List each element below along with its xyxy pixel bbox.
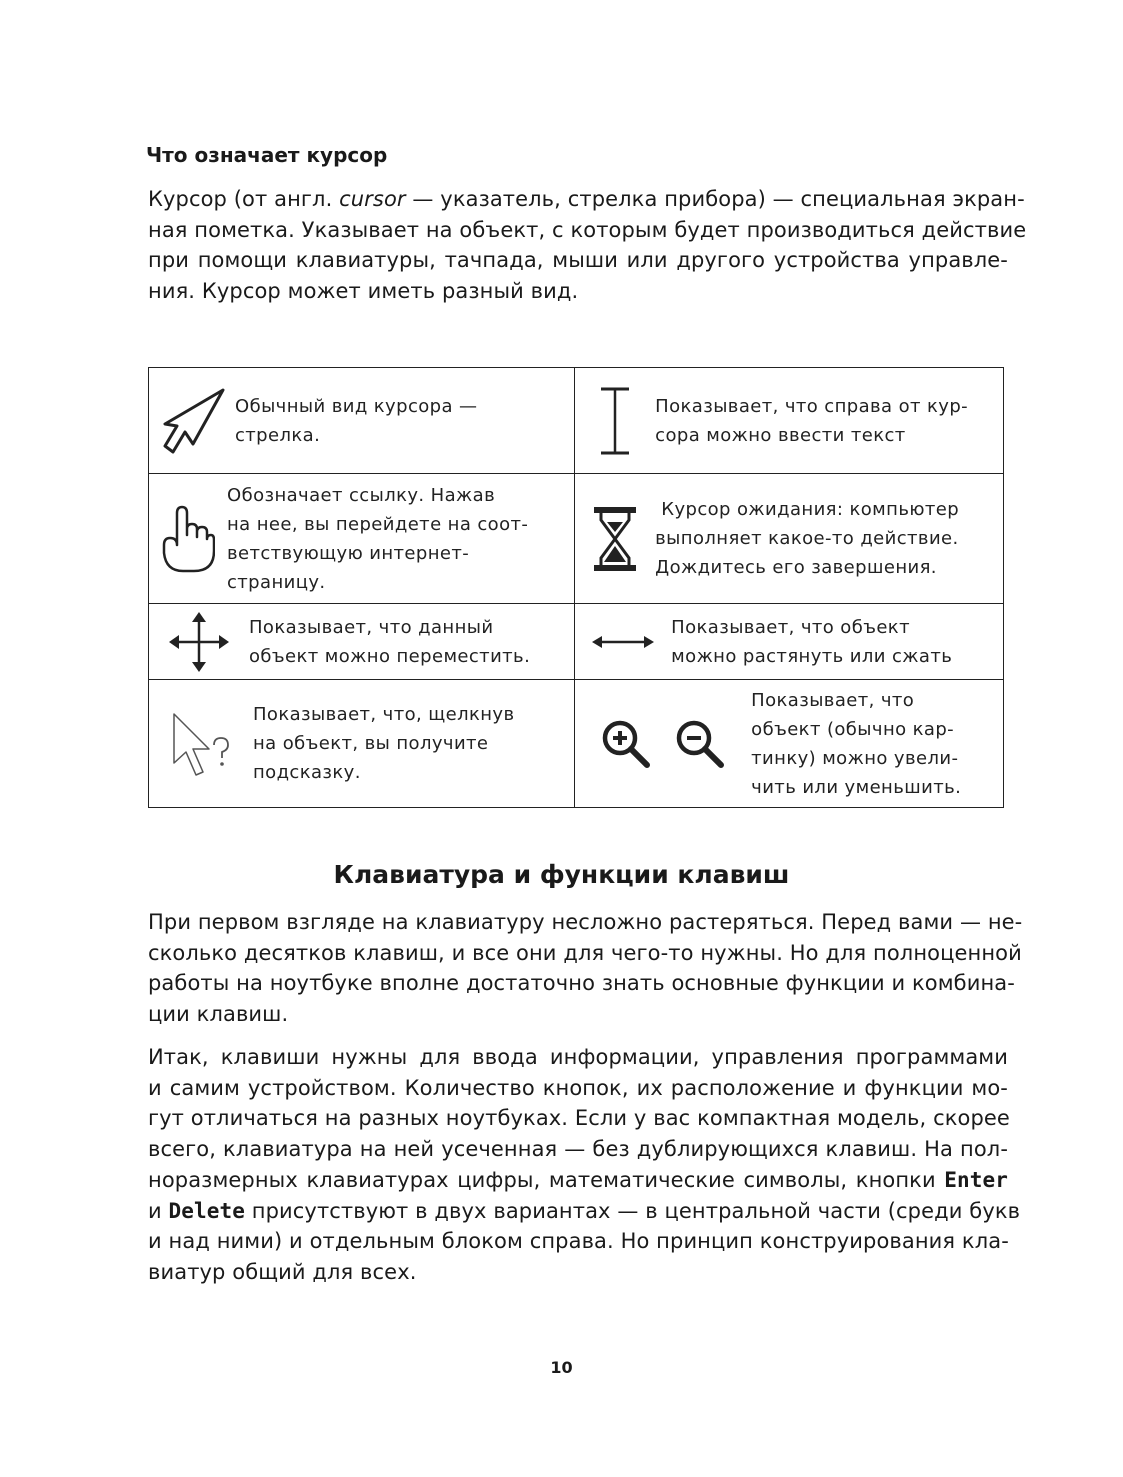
cell-text-line: чить или уменьшить. bbox=[751, 776, 962, 798]
table-row bbox=[149, 680, 1004, 808]
cell-text-line: подсказку. bbox=[253, 762, 361, 783]
section-subheading: Что означает курсор bbox=[146, 143, 388, 167]
cell-text-line: тинку) можно увели- bbox=[751, 747, 959, 769]
move-cursor-icon bbox=[149, 611, 249, 673]
cell-text-line: Курсор ожидания: компьютер bbox=[655, 499, 960, 520]
cell-text-line: Обычный вид курсора — bbox=[235, 395, 478, 417]
cell-text-line: Показывает, что справа от кур- bbox=[655, 395, 969, 417]
paragraph-line: всего, клавиатура на ней усеченная — без дублирующихся клавиш. На пол- bbox=[148, 1137, 1008, 1162]
paragraph-line: гут отличаться на разных ноутбуках. Если у вас компактная модель, скорее bbox=[148, 1106, 1010, 1131]
intro-line-1: Курсор (от англ. cursor — указатель, стрелка прибора) — специальная экран- bbox=[148, 187, 1025, 211]
section-heading: Клавиатура и функции клавиш bbox=[333, 860, 790, 889]
help-cursor-icon bbox=[149, 711, 253, 777]
paragraph-line: и Delete присутствуют в двух вариантах — в центральной части (среди букв bbox=[148, 1198, 1021, 1223]
cell-text-line: Показывает, что данный bbox=[249, 616, 494, 638]
hand-cursor-icon bbox=[149, 505, 227, 573]
cell-text-line: Показывает, что bbox=[751, 689, 915, 711]
cell-text-line: выполняет какое-то действие. bbox=[655, 528, 959, 549]
zoom-in-icon bbox=[601, 719, 651, 769]
paragraph-line: При первом взгляде на клавиатуру несложно растеряться. Перед вами — не- bbox=[148, 910, 1023, 934]
cell-text-line: на нее, вы перейдете на соот- bbox=[227, 513, 529, 535]
table-row bbox=[149, 604, 1004, 680]
zoom-out-icon bbox=[675, 719, 725, 769]
cell-text-line: стрелка. bbox=[235, 424, 321, 446]
keyboard-paragraph-2 bbox=[148, 1042, 1021, 1288]
table-row bbox=[149, 474, 1004, 604]
cell-text-line: объект (обычно кар- bbox=[751, 718, 955, 740]
zoom-icons bbox=[575, 719, 751, 769]
paragraph-line: ции клавиш. bbox=[148, 1002, 289, 1027]
arrow-cursor-icon bbox=[149, 386, 235, 456]
cell-text-line: ветствующую интернет- bbox=[227, 542, 470, 564]
paragraph-line: и самим устройством. Количество кнопок, их расположение и функции мо- bbox=[148, 1075, 1008, 1100]
cell-text-line: на объект, вы получите bbox=[253, 733, 489, 754]
table-cell bbox=[575, 368, 1004, 474]
intro-line-2: ная пометка. Указывает на объект, с которым будет производиться действие bbox=[148, 217, 1027, 242]
table-row bbox=[149, 368, 1004, 474]
table-cell bbox=[149, 680, 575, 808]
key-delete: Delete bbox=[168, 1198, 245, 1223]
cell-text-line: Обозначает ссылку. Нажав bbox=[227, 484, 496, 506]
cell-text-line: Дождитесь его завершения. bbox=[655, 557, 937, 578]
text-cursor-icon bbox=[575, 386, 655, 456]
intro-line-3: при помощи клавиатуры, тачпада, мыши или другого устройства управле- bbox=[148, 248, 1008, 273]
cell-text-line: можно растянуть или сжать bbox=[671, 645, 953, 667]
cell-text-line: Показывает, что объект bbox=[671, 616, 910, 638]
resize-cursor-icon bbox=[575, 632, 671, 652]
paragraph-line: виатур общий для всех. bbox=[148, 1259, 417, 1284]
cell-text-line: объект можно переместить. bbox=[249, 645, 531, 667]
table-cell bbox=[575, 680, 1004, 808]
intro-line-4: ния. Курсор может иметь разный вид. bbox=[148, 279, 579, 304]
key-enter: Enter bbox=[944, 1167, 1008, 1192]
paragraph-line: работы на ноутбуке вполне достаточно знать основные функции и комбина- bbox=[148, 971, 1015, 996]
table-cell bbox=[149, 604, 575, 680]
paragraph-line: Итак, клавиши нужны для ввода информации, управления программами bbox=[148, 1045, 1008, 1069]
hourglass-icon bbox=[575, 506, 655, 572]
page-number: 10 bbox=[550, 1358, 573, 1377]
term-cursor: cursor bbox=[339, 187, 406, 211]
cell-text-line: Показывает, что, щелкнув bbox=[253, 704, 515, 725]
table-cell bbox=[575, 604, 1004, 680]
cell-text-line: сора можно ввести текст bbox=[655, 424, 906, 446]
paragraph-line: сколько десятков клавиш, и все они для чего-то нужны. Но для полноценной bbox=[148, 940, 1022, 965]
paragraph-line: и над ними) и отдельным блоком справа. Но принцип конструирования кла- bbox=[148, 1229, 1009, 1254]
table-cell bbox=[575, 474, 1004, 604]
table-cell bbox=[149, 474, 575, 604]
table-cell bbox=[149, 368, 575, 474]
cursor-types-table bbox=[148, 367, 1004, 808]
cell-text-line: страницу. bbox=[227, 571, 326, 593]
paragraph-line: норазмерных клавиатурах цифры, математические символы, кнопки Enter bbox=[148, 1167, 1008, 1192]
intro-paragraph bbox=[148, 184, 1027, 307]
keyboard-paragraph-1 bbox=[148, 907, 1023, 1030]
